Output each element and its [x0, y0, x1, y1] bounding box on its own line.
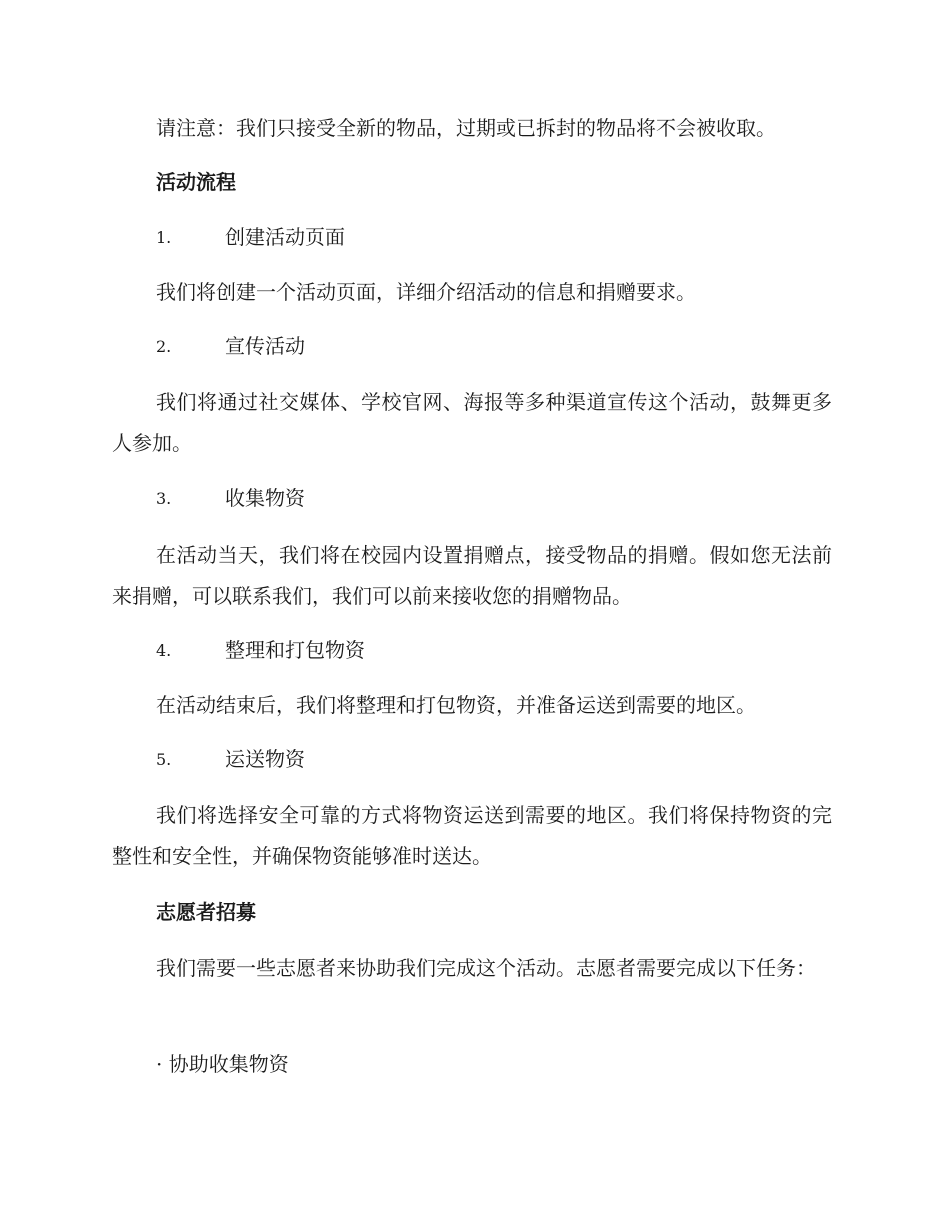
- step-number: 1.: [156, 228, 172, 247]
- step-title: 创建活动页面: [225, 225, 345, 249]
- step-body: 我们将通过社交媒体、学校官网、海报等多种渠道宣传这个活动，鼓舞更多人参加。: [112, 390, 832, 455]
- step-body: 我们将创建一个活动页面，详细介绍活动的信息和捐赠要求。: [156, 280, 696, 304]
- step-title: 整理和打包物资: [225, 638, 365, 662]
- step-number: 2.: [156, 337, 172, 356]
- step-body: 在活动结束后，我们将整理和打包物资，并准备运送到需要的地区。: [156, 693, 756, 717]
- step-title: 运送物资: [225, 747, 305, 771]
- volunteer-task-item: · 协助收集物资: [156, 1052, 289, 1076]
- step-body: 在活动当天，我们将在校园内设置捐赠点，接受物品的捐赠。假如您无法前来捐赠，可以联系我们，我们可以前来接收您的捐赠物品。: [112, 543, 832, 608]
- notice-text: 请注意：我们只接受全新的物品，过期或已拆封的物品将不会被收取。: [156, 116, 776, 140]
- step-number: 3.: [156, 489, 172, 508]
- step-title: 宣传活动: [225, 334, 305, 358]
- volunteers-intro: 我们需要一些志愿者来协助我们完成这个活动。志愿者需要完成以下任务：: [156, 956, 816, 980]
- step-body: 我们将选择安全可靠的方式将物资运送到需要的地区。我们将保持物资的完整性和安全性，并确保物资能够准时送达。: [112, 803, 832, 868]
- step-number: 4.: [156, 641, 172, 660]
- section-heading-volunteers: 志愿者招募: [156, 900, 256, 924]
- section-heading-process: 活动流程: [156, 170, 236, 194]
- step-number: 5.: [156, 750, 172, 769]
- step-title: 收集物资: [225, 486, 305, 510]
